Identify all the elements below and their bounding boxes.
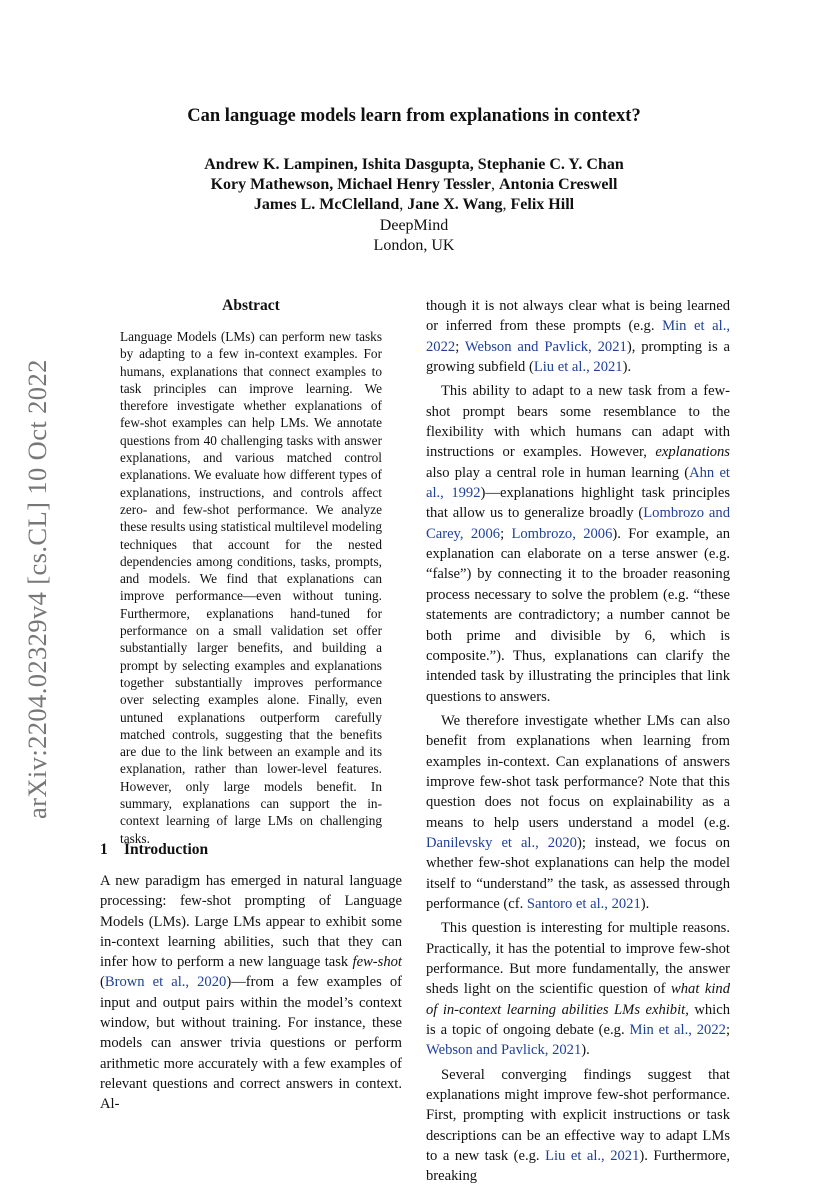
citation-link[interactable]: Lombrozo, 2006 xyxy=(511,525,613,542)
citation-link[interactable]: Liu et al., 2021 xyxy=(545,1148,640,1165)
section-number: 1 xyxy=(100,841,108,858)
citation-link[interactable]: Webson and Pavlick, 2021 xyxy=(426,1042,582,1059)
author-line-3: James L. McClelland, Jane X. Wang, Felix Hill xyxy=(253,196,575,214)
affiliation: DeepMind xyxy=(379,216,449,234)
intro-paragraph-2: This ability to adapt to a new task from a few-shot prompt bears some resemblance to the flexibility with which humans can adapt with instructions or examples. However, explanations also play a central role in human learning (Ahn et al., 1992)—explanations highlight task principles that allow us to generalize broadly (Lombrozo and Carey, 2006; Lombrozo, 2006). For example, an explanation can elaborate on a terse answer (e.g. “false”) by connecting it to the broader reasoning process necessary to solve the problem (e.g. “these statements are contradictory; a number cannot be both prime and divisible by 6, which is composite.”). Thus, explanations can clarify the intended task by illustrating the principles that link questions to answers. xyxy=(426,383,731,705)
citation-link[interactable]: Ahn et al., 1992 xyxy=(426,464,730,502)
section-heading-introduction xyxy=(100,841,208,859)
intro-paragraph-1: A new paradigm has emerged in natural language processing: few-shot prompting of Language Models (LMs). Large LMs appear to exhibit some in-context learning abilities, such that they can infer how to perform a new language task few-shot (Brown et al., 2020)—from a few examples of input and output pairs within the model’s context window, but without training. For instance, these models can answer trivia questions or perform arithmetic more accurately with a few examples of relevant questions and correct answers in context. Al- xyxy=(100,873,402,1113)
citation-link[interactable]: Liu et al., 2021 xyxy=(533,359,623,376)
paper-title: Can language models learn from explanations in context? xyxy=(187,106,641,126)
citation-link[interactable]: Lombrozo and Carey, 2006 xyxy=(426,505,730,542)
intro-paragraph-4: This question is interesting for multiple reasons. Practically, it has the potential to improve few-shot performance. But more fundamentally, the answer sheds light on the scientific question of what kind of in-context learning abilities LMs exhibit, which is a topic of ongoing debate (e.g. Min et al., 2022; Webson and Pavlick, 2021). xyxy=(426,920,731,1059)
citation-link[interactable]: Brown et al., 2020 xyxy=(104,974,227,991)
arxiv-id: arXiv:2204.02329v4 [cs.CL] 10 Oct 2022 xyxy=(22,359,52,819)
author-line-2: Kory Mathewson, Michael Henry Tessler, Antonia Creswell xyxy=(210,176,618,194)
intro-paragraph-3: We therefore investigate whether LMs can also benefit from explanations when learning from examples in-context. Can explanations of answers improve few-shot task performance? Note that this question does not focus on explainability as a means to help users understand a model (e.g. Danilevsky et al., 2020); instead, we focus on whether few-shot explanations can help the model itself to “understand” the task, as assessed through performance (cf. Santoro et al., 2021). xyxy=(426,712,731,912)
location: London, UK xyxy=(373,236,455,254)
section-title: Introduction xyxy=(124,841,209,858)
abstract-heading: Abstract xyxy=(222,297,280,314)
citation-link[interactable]: Santoro et al., 2021 xyxy=(526,895,641,912)
citation-link[interactable]: Danilevsky et al., 2020 xyxy=(426,834,577,851)
citation-link[interactable]: Webson and Pavlick, 2021 xyxy=(464,338,627,355)
intro-paragraph-5: Several converging findings suggest that explanations might improve few-shot performance. First, prompting with explicit instructions or task descriptions can be an effective way to adapt LMs to a new task (e.g. Liu et al., 2021). Furthermore, breaking xyxy=(426,1066,730,1185)
intro-paragraph-continued: though it is not always clear what is being learned or inferred from these prompts (e.g. Min et al., 2022; Webson and Pavlick, 2021), prompting is a growing subfield (Liu et al., 2021). xyxy=(426,298,730,376)
arxiv-stamp xyxy=(22,359,52,850)
intro-left-column xyxy=(100,871,402,1115)
author-line-1: Andrew K. Lampinen, Ishita Dasgupta, Stephanie C. Y. Chan xyxy=(204,156,624,173)
intro-right-column xyxy=(426,296,730,1187)
citation-link[interactable]: Min et al., 2022 xyxy=(629,1022,726,1039)
abstract-text: Language Models (LMs) can perform new tasks by adapting to a few in-context examples. For humans, explanations that connect examples to task principles can improve learning. We therefore investigate whether explanations of few-shot examples can help LMs. We annotate questions from 40 challenging tasks with answer explanations, and various matched control explanations. We evaluate how different types of explanations, instructions, and controls affect zero- and few-shot performance. We analyze these results using statistical multilevel modeling techniques that account for the nested dependencies among conditions, tasks, prompts, and models. We find that explanations can improve performance—even without tuning. Furthermore, explanations hand-tuned for performance on a small validation set offer substantially larger benefits, and building a prompt by selecting examples and explanations together substantially improves performance over selecting examples alone. Finally, even untuned explanations outperform carefully matched controls, suggesting that the benefits are due to the link between an example and its explanation, rather than lower-level features. However, only large models benefit. In summary, explanations can support the in-context learning of large LMs on challenging tasks. xyxy=(120,329,382,846)
citation-link[interactable]: Min et al., 2022 xyxy=(426,318,730,355)
author-block xyxy=(0,155,828,256)
